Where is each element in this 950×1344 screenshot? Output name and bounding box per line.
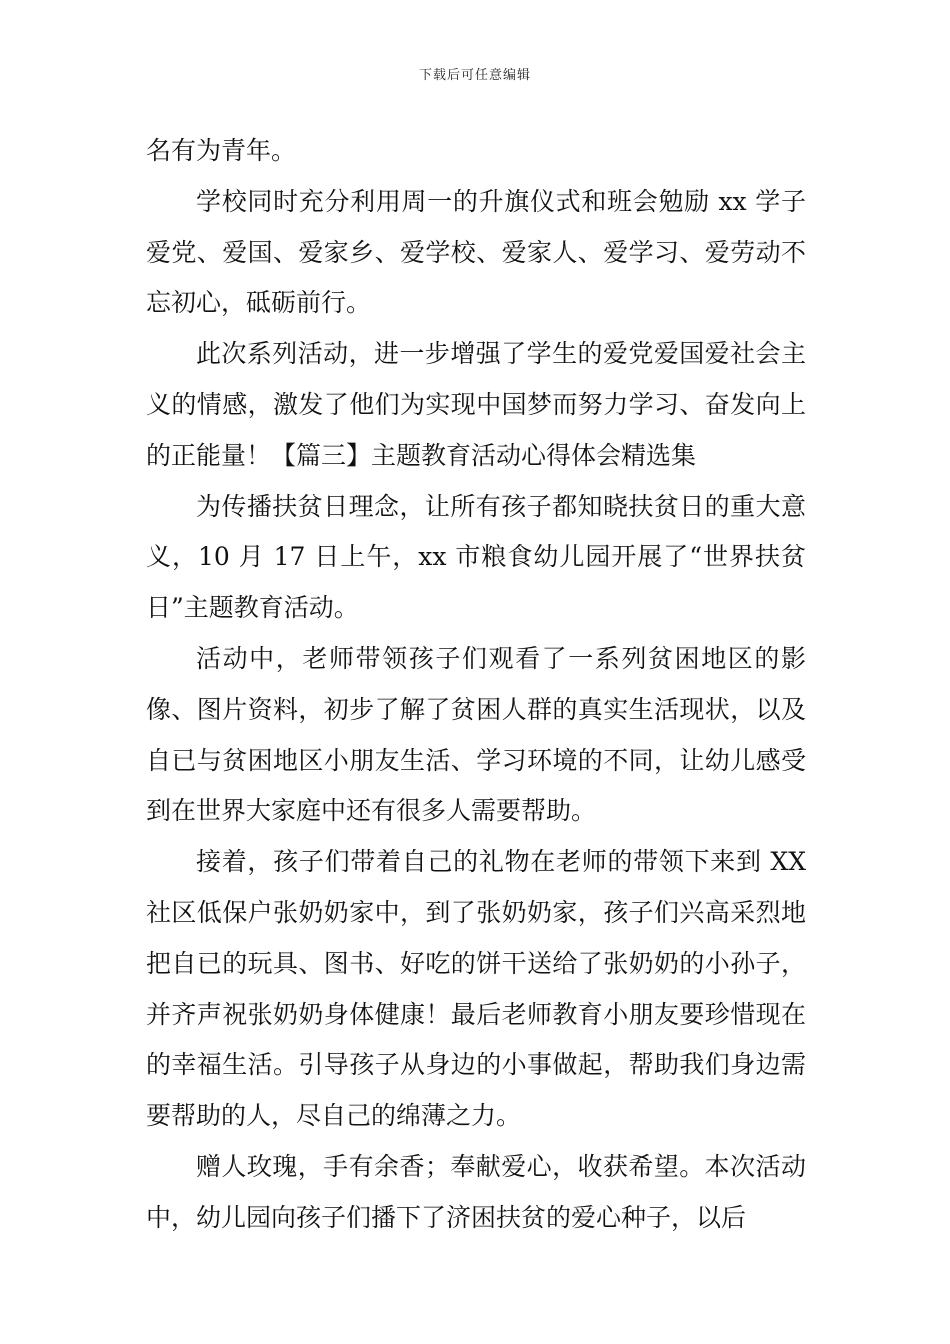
paragraph: 为传播扶贫日理念，让所有孩子都知晓扶贫日的重大意义，10 月 17 日上午，xx 市粮食幼儿园开展了“世界扶贫日”主题教育活动。 [146,491,806,623]
paragraph: 学校同时充分利用周一的升旗仪式和班会勉励 xx 学子爱党、爱国、爱家乡、爱学校、爱家人、爱学习、爱劳动不忘初心，砥砺前行。 [146,186,806,318]
paragraph: 活动中，老师带领孩子们观看了一系列贫困地区的影像、图片资料，初步了解了贫困人群的真实生活现状，以及自已与贫困地区小朋友生活、学习环境的不同，让幼儿感受到在世界大家庭中还有很多人需要帮助。 [146,643,806,826]
document-body [146,126,806,1244]
paragraph: 接着，孩子们带着自己的礼物在老师的带领下来到 XX 社区低保户张奶奶家中，到了张奶奶家，孩子们兴高采烈地把自已的玩具、图书、好吃的饼干送给了张奶奶的小孙子，并齐声祝张奶奶身体健康！最后老师教育小朋友要珍惜现在的幸福生活。引导孩子从身边的小事做起，帮助我们身边需要帮助的人，尽自己的绵薄之力。 [146,847,806,1131]
page-header: 下载后可任意编辑 [418,68,531,83]
paragraph-continuation: 名有为青年。 [146,136,297,165]
paragraph: 赠人玫瑰，手有余香；奉献爱心，收获希望。本次活动中，幼儿园向孩子们播下了济困扶贫的爱心种子，以后 [146,1151,806,1232]
paragraph: 此次系列活动，进一步增强了学生的爱党爱国爱社会主义的情感，激发了他们为实现中国梦而努力学习、奋发向上的正能量！【篇三】主题教育活动心得体会精选集 [146,339,806,470]
